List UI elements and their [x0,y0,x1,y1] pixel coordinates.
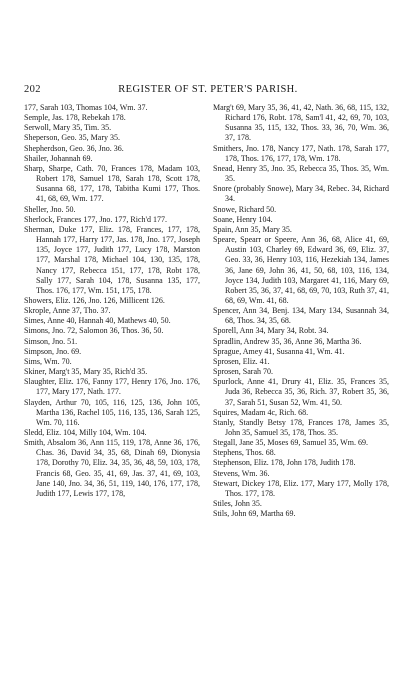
index-entry: Sporell, Ann 34, Mary 34, Robt. 34. [213,326,329,336]
index-entry: Simson, Jno. 51. [24,336,78,346]
index-entry: Slayden, Arthur 70, 105, 116, 125, 136, John 105, Martha 136, Rachel 105, 116, 135, 136, Sarah 125, Wm. 70, 116. [24,397,200,427]
index-entry: Stegall, Jane 35, Moses 69, Samuel 35, Wm. 69. [213,438,368,448]
index-entry: Skrople, Anne 37, Tho. 37. [24,306,111,316]
index-entry: Stiles, John 35. [213,499,262,509]
page-number: 202 [24,84,41,95]
index-entry: Sims, Wm. 70. [24,356,72,366]
index-entry: Spencer, Ann 34, Benj. 134, Mary 134, Susannah 34, 68, Thos. 34, 35, 68. [213,306,389,326]
index-entry: Simons, Jno. 72, Salomon 36, Thos. 36, 50. [24,326,164,336]
index-entry: Stils, John 69, Martha 69. [213,509,296,519]
index-column-left [24,103,200,499]
index-entry: Showers, Eliz. 126, Jno. 126, Millicent 126. [24,295,165,305]
running-title: REGISTER OF ST. PETER'S PARISH. [118,84,298,95]
index-column-right [213,103,389,519]
index-entry: Sherlock, Frances 177, Jno. 177, Rich'd 177. [24,214,167,224]
index-entry: Marg't 69, Mary 35, 36, 41, 42, Nath. 36, 68, 115, 132, Richard 176, Robt. 178, Sam'l 41, 42, 69, 70, 103, Susanna 35, 115, 132, Thos. 33, 36, 70, Wm. 36, 37, 178. [213,103,389,143]
index-entry: Shepherdson, Geo. 36, Jno. 36. [24,143,124,153]
index-entry: Sprosen, Eliz. 41. [213,356,270,366]
index-entry: Snore (probably Snowe), Mary 34, Rebec. 34, Richard 34. [213,184,389,204]
index-entry: Sherman, Duke 177, Eliz. 178, Frances, 177, 178, Hannah 177, Harry 177, Jas. 178, Jno. 177, Joseph 135, Joyce 177, Judith 177, Lucy 178, Marston 177, Marshal 178, Michael 104, 130, 135, 178, Nancy 177, Rebecca 151, 177, 178, Robt 178, Sally 177, Sarah 104, 178, Susanna 135, 177, Thos. 176, 177, Wm. 151, 175, 178. [24,224,200,295]
index-entry: Sprosen, Sarah 70. [213,367,273,377]
index-entry: Stanly, Standly Betsy 178, Frances 178, James 35, John 35, Samuel 35, 178, Thos. 35. [213,417,389,437]
index-entry: Stewart, Dickey 178, Eliz. 177, Mary 177, Molly 178, Thos. 177, 178. [213,478,389,498]
index-entry: Speare, Spearr or Speere, Ann 36, 68, Alice 41, 69, Austin 103, Charley 69, Edward 36, 69, Eliz. 37, Geo. 33, 36, Henry 103, 116, Hezekiah 134, James 36, Jane 69, John 36, 41, 50, 68, 103, 116, 134, Joyce 134, Judith 103, Margaret 41, 116, Mary 69, Robert 35, 36, 37, 41, 68, 69, 70, 103, Ruth 37, 41, 68, 69, Wm. 41, 68. [213,235,389,305]
index-entry: Sharp, Sharpe, Cath. 70, Frances 178, Madam 103, Robert 178, Samuel 178, Sarah 178, Scott 178, Susanna 68, 177, 178, Tabitha Kumi 177, Thos. 41, 68, 69, Wm. 177. [24,163,200,204]
index-entry: Smith, Absalom 36, Ann 115, 119, 178, Anne 36, 176, Chas. 36, David 34, 35, 68, Dinah 69, Dionysia 178, Dorothy 70, Eliz. 34, 35, 36, 48, 59, 103, 178, Francis 68, Geo. 35, 41, 69, Jas. 37, 41, 69, 103, Jane 140, Jno. 34, 36, 51, 119, 140, 176, 177, 178, Judith 177, Lewis 177, 178, [24,438,200,498]
index-entry: Sledd, Eliz. 104, Milly 104, Wm. 104. [24,428,147,437]
index-entry: Snead, Henry 35, Jno. 35, Rebecca 35, Thos. 35, Wm. 35. [213,163,389,184]
index-entry: Serwoll, Mary 35, Tim. 35. [24,123,112,133]
index-entry: Semple, Jas. 178, Rebekah 178. [24,113,126,123]
index-entry: Skiner, Marg't 35, Mary 35, Rich'd 35. [24,367,148,377]
index-entry: Spain, Ann 35, Mary 35. [213,224,292,234]
index-entry: Spurlock, Anne 41, Drury 41, Eliz. 35, Frances 35, Juda 36, Rebecca 35, 36, Rich. 37, Robert 35, 36, 37, Sarah 51, Susan 52, Wm. 41, 50. [213,377,389,407]
page-header [24,84,392,98]
index-entry: Simes, Anne 40, Hannah 40, Mathews 40, 50. [24,316,171,326]
index-entry: Stephenson, Eliz. 178, John 178, Judith 178. [213,458,356,468]
index-entry: Squires, Madam 4c, Rich. 68. [213,407,309,417]
index-entry: Shailer, Johannah 69. [24,153,93,163]
index-entry: Sheller, Jno. 50. [24,204,76,214]
index-entry: Soane, Henry 104. [213,214,273,224]
index-entry: Sheperson, Geo. 35, Mary 35. [24,133,120,143]
index-entry: Simpson, Jno. 69. [24,346,82,356]
index-entry: Snowe, Richard 50. [213,204,277,214]
index-entry: 177, Sarah 103, Thomas 104, Wm. 37. [24,103,148,112]
index-entry: Stevens, Wm. 36. [213,468,270,478]
index-entry: Spradlin, Andrew 35, 36, Anne 36, Martha 36. [213,336,362,346]
index-entry: Smithers, Jno. 178, Nancy 177, Nath. 178, Sarah 177, 178, Thos. 176, 177, 178, Wm. 178. [213,143,389,163]
index-entry: Sprague, Amey 41, Susanna 41, Wm. 41. [213,346,345,356]
index-entry: Slaughter, Eliz. 176, Fanny 177, Henry 176, Jno. 176, 177, Mary 177, Nath. 177. [24,377,200,397]
index-entry: Stephens, Thos. 68. [213,448,276,458]
